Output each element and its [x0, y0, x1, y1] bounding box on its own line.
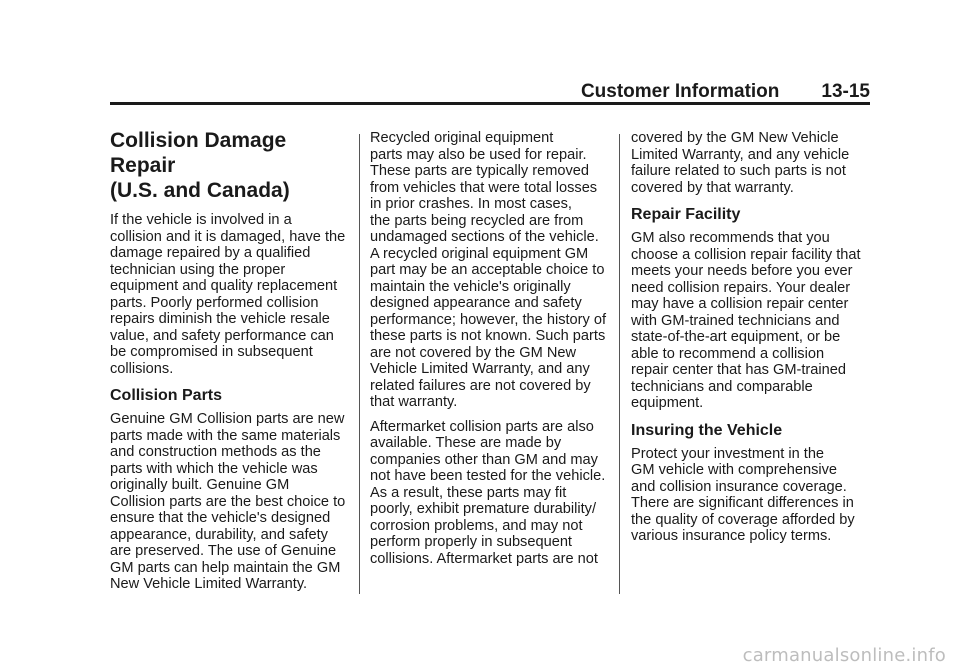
repair-facility-heading: Repair Facility — [631, 206, 741, 223]
header-rule — [110, 102, 870, 105]
column-3 — [631, 130, 871, 553]
running-header — [110, 80, 870, 104]
repair-facility-paragraph: GM also recommends that you choose a collision repair facility that meets your needs before you ever need collision repairs. Your dealer may have a collision repair center with GM-trained technicians and state-of-the-art equipment, or be able to recommend a collision repair center that has GM-trained technicians and comparable equipment. — [631, 230, 861, 411]
column-divider — [619, 134, 620, 594]
insuring-vehicle-paragraph: Protect your investment in the GM vehicle with comprehensive and collision insurance coverage. There are significant differences in the quality of coverage afforded by various insurance policy terms. — [631, 445, 855, 544]
collision-damage-repair-heading: Collision Damage Repair (U.S. and Canada) — [110, 129, 290, 202]
collision-parts-heading: Collision Parts — [110, 387, 223, 404]
watermark: carmanualsonline.info — [742, 645, 946, 666]
section-title: Customer Information — [580, 81, 780, 102]
page-number: 13-15 — [821, 81, 870, 102]
warranty-continued-paragraph: covered by the GM New Vehicle Limited Warranty, and any vehicle failure related to such parts is not covered by that warranty. — [631, 130, 850, 196]
column-divider — [359, 134, 360, 594]
collision-parts-paragraph: Genuine GM Collision parts are new parts made with the same materials and construction methods as the parts with which the vehicle was originally built. Genuine GM Collision parts are the best choice to ensure that the vehicle's designed appearance, durability, and safety are preserved. The use of Genuine GM parts can help maintain the GM New Vehicle Limited Warranty. — [110, 411, 346, 592]
recycled-parts-paragraph: Recycled original equipment parts may also be used for repair. These parts are typically removed from vehicles that were total losses in prior crashes. In most cases, the parts being recycled are from undamaged sections of the vehicle. A recycled original equipment GM part may be an acceptable choice to maintain the vehicle's originally designed appearance and safety performance; however, the history of these parts is not known. Such parts are not covered by the GM New Vehicle Limited Warranty, and any related failures are not covered by that warranty. — [370, 130, 607, 410]
insuring-vehicle-heading: Insuring the Vehicle — [631, 421, 783, 439]
column-2 — [370, 130, 610, 575]
aftermarket-parts-paragraph: Aftermarket collision parts are also available. These are made by companies other than GM and may not have been tested for the vehicle. As a result, these parts may fit poorly, exhibit premature durability/ corrosion problems, and may not perform properly in subsequent collisions. Aftermarket parts are not — [370, 418, 606, 567]
collision-intro-paragraph: If the vehicle is involved in a collision and it is damaged, have the damage repaired by a qualified technician using the proper equipment and quality replacement parts. Poorly performed collision repairs diminish the vehicle resale value, and safety performance can be compromised in subsequent collisions. — [110, 212, 346, 377]
column-1 — [110, 128, 350, 601]
